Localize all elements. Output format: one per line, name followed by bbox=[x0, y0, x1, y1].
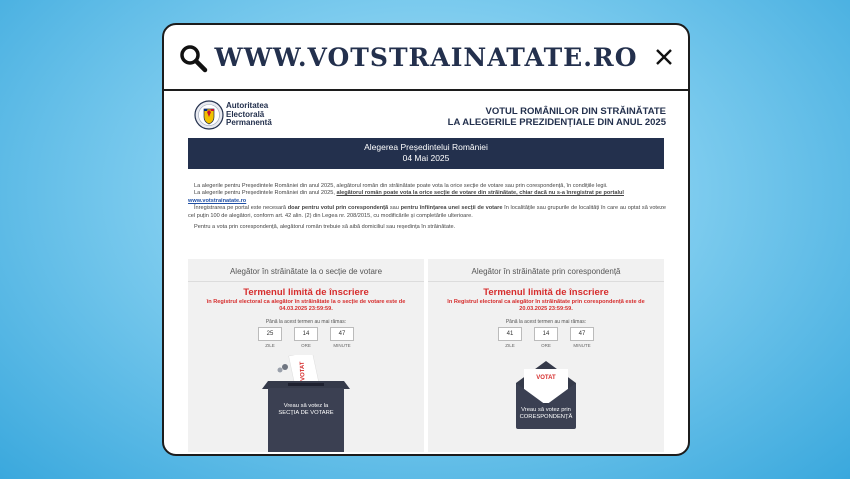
deadline-title: Termenul limită de înscriere bbox=[243, 287, 369, 298]
election-banner bbox=[188, 138, 664, 169]
deadline-description: în Registrul electoral ca alegător în străinătate la o secție de votare este de 04.03.2025 23:59:59. bbox=[206, 299, 406, 312]
para3-text-c: sau bbox=[389, 205, 399, 212]
countdown-hours bbox=[534, 327, 558, 348]
countdown-minutes bbox=[570, 327, 594, 348]
close-icon[interactable] bbox=[654, 47, 674, 67]
logo-line-1: Autoritatea bbox=[226, 101, 269, 110]
banner-title: Alegerea Președintelui României bbox=[364, 142, 488, 152]
voted-label: VOTAT bbox=[536, 375, 556, 381]
minutes-label: MINUTE bbox=[333, 343, 351, 348]
para3-text-e: în localitățile sau grupurile de localități în care au optat să voteze cel puțin 100 de alegători, conform art. 42 alin. (2) din Legea nr. 208/2015, cu modificările și completările ulterioare. bbox=[188, 205, 667, 219]
info-paragraph-2 bbox=[188, 190, 666, 205]
portal-link[interactable]: www.votstrainatate.ro bbox=[188, 197, 247, 204]
aep-logo[interactable] bbox=[194, 100, 224, 130]
hours-label: ORE bbox=[301, 343, 311, 348]
countdown-days bbox=[498, 327, 522, 348]
para3-bold-a: doar pentru votul prin corespondență bbox=[287, 205, 389, 212]
days-label: ZILE bbox=[505, 343, 515, 348]
header-title bbox=[448, 107, 666, 128]
para3-bold-b: pentru înființarea unei secții de votare bbox=[400, 205, 503, 212]
minutes-value: 47 bbox=[570, 327, 594, 341]
hours-label: ORE bbox=[541, 343, 551, 348]
card-divider bbox=[188, 281, 424, 282]
minutes-value: 47 bbox=[330, 327, 354, 341]
vote-station-button[interactable] bbox=[188, 355, 424, 452]
envelope-icon bbox=[428, 355, 664, 452]
cta-line-1: Vreau să votez prin bbox=[521, 407, 571, 413]
vote-mail-button[interactable] bbox=[428, 355, 664, 452]
cta-line-2: CORESPONDENȚĂ bbox=[519, 414, 573, 420]
countdown-hours bbox=[294, 327, 318, 348]
header-title-line-2: LA ALEGERILE PREZIDENȚIALE DIN ANUL 2025 bbox=[447, 116, 666, 128]
cta-line-2: SECȚIA DE VOTARE bbox=[278, 410, 334, 416]
card-title: Alegător în străinătate prin corespondență bbox=[471, 267, 621, 276]
card-title: Alegător în străinătate la o secție de votare bbox=[229, 267, 383, 276]
days-value: 41 bbox=[498, 327, 522, 341]
days-value: 25 bbox=[258, 327, 282, 341]
logo-line-3: Permanentă bbox=[226, 118, 272, 127]
banner-date: 04 Mai 2025 bbox=[402, 153, 450, 163]
card-mail-vote bbox=[428, 259, 664, 452]
url-bar[interactable] bbox=[164, 25, 688, 91]
cta-line-1: Vreau să votez la bbox=[283, 403, 329, 409]
card-polling-station bbox=[188, 259, 424, 452]
countdown bbox=[188, 327, 424, 348]
header-title-line-1: VOTUL ROMÂNILOR DIN STRĂINĂTATE bbox=[485, 106, 666, 117]
card-divider bbox=[428, 281, 664, 282]
voted-label: VOTAT bbox=[299, 361, 307, 382]
days-label: ZILE bbox=[265, 343, 275, 348]
site-content bbox=[188, 97, 666, 452]
hours-value: 14 bbox=[294, 327, 318, 341]
info-text bbox=[188, 183, 666, 231]
minutes-label: MINUTE bbox=[573, 343, 591, 348]
deadline-description: în Registrul electoral ca alegător în străinătate prin corespondență este de 20.03.2025 23:59:59. bbox=[447, 299, 645, 312]
para2-text: La alegerile pentru Președintele României din anul 2025, bbox=[194, 190, 335, 197]
logo-line-2: Electorală bbox=[226, 109, 265, 119]
logo-text bbox=[226, 102, 272, 128]
url-text[interactable]: WWW.VOTSTRAINATATE.RO bbox=[214, 43, 638, 72]
countdown bbox=[428, 327, 664, 348]
countdown-minutes bbox=[330, 327, 354, 348]
para3-text-a: Înregistrarea pe portal este necesară bbox=[194, 205, 287, 212]
countdown-label: Până la acest termen au mai rămas: bbox=[265, 319, 347, 325]
hours-value: 14 bbox=[534, 327, 558, 341]
para2-bold: alegătorul român poate vota la orice secție de votare din străinătate, chiar dacă nu s-a înregistrat pe portalul bbox=[336, 190, 624, 197]
info-paragraph-1: La alegerile pentru Președintele României din anul 2025, alegătorul român din străinătate poate vota la orice secție de votare sau prin corespondență, în condițiile legii. bbox=[194, 183, 608, 189]
browser-window bbox=[162, 23, 690, 456]
countdown-days bbox=[258, 327, 282, 348]
countdown-label: Până la acest termen au mai rămas: bbox=[505, 319, 587, 325]
deadline-title: Termenul limită de înscriere bbox=[483, 287, 609, 298]
info-paragraph-3 bbox=[188, 205, 666, 220]
info-paragraph-4: Pentru a vota prin corespondență, alegătorul român trebuie să aibă domiciliul sau reședința în străinătate. bbox=[194, 224, 456, 231]
